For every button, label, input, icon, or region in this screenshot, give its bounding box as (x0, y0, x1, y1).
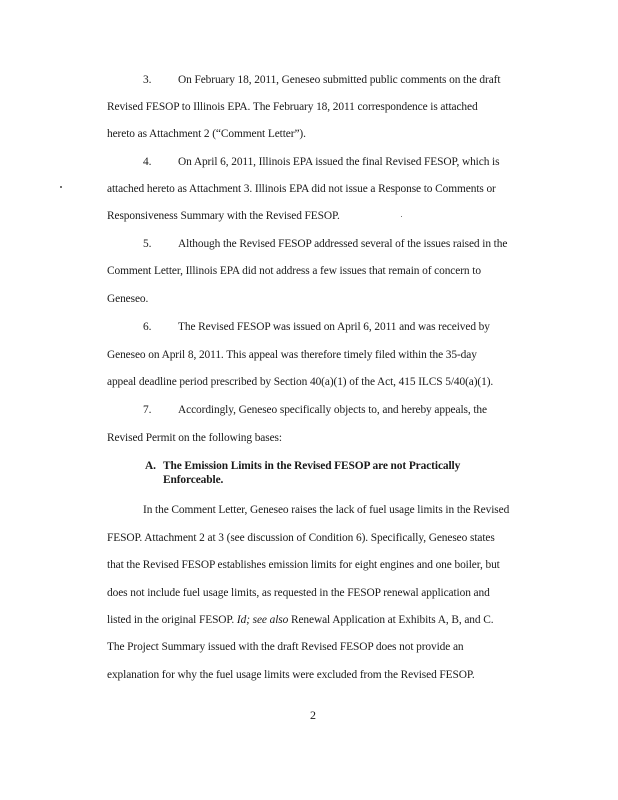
paragraph-7-number: 7. (143, 404, 152, 416)
body-line-5-pre: listed in the original FESOP. (107, 614, 235, 626)
body-line-2: FESOP. Attachment 2 at 3 (see discussion of Condition 6). Specifically, Geneseo states (107, 532, 495, 544)
margin-mark (60, 186, 62, 188)
paragraph-6-line-3: appeal deadline period prescribed by Section 40(a)(1) of the Act, 415 ILCS 5/40(a)(1). (107, 376, 494, 388)
body-line-5-post: Renewal Application at Exhibits A, B, and C. (290, 614, 494, 626)
paragraph-6-number: 6. (143, 321, 152, 333)
section-heading-label: A. (145, 460, 156, 472)
paragraph-5-line-2: Comment Letter, Illinois EPA did not address a few issues that remain of concern to (107, 265, 481, 277)
body-line-4: does not include fuel usage limits, as requested in the FESOP renewal application and (107, 587, 490, 599)
paragraph-7-line-2: Revised Permit on the following bases: (107, 432, 282, 444)
body-line-1: In the Comment Letter, Geneseo raises the lack of fuel usage limits in the Revised (143, 504, 510, 516)
paragraph-5-number: 5. (143, 238, 152, 250)
body-line-6: The Project Summary issued with the draft Revised FESOP does not provide an (107, 641, 464, 653)
paragraph-3-line-2: Revised FESOP to Illinois EPA. The February 18, 2011 correspondence is attached (107, 101, 478, 113)
body-line-5 (107, 613, 493, 627)
citation-italic: Id; see also (236, 614, 289, 626)
paragraph-4-number: 4. (143, 156, 152, 168)
paragraph-3-line-1: On February 18, 2011, Geneseo submitted public comments on the draft (178, 74, 501, 86)
paragraph-6-line-1: The Revised FESOP was issued on April 6, 2011 and was received by (178, 321, 490, 333)
page-number: 2 (310, 708, 316, 722)
body-line-3: that the Revised FESOP establishes emission limits for eight engines and one boiler, but (107, 559, 500, 571)
speck-mark (401, 216, 402, 217)
paragraph-4-line-3: Responsiveness Summary with the Revised FESOP. (107, 210, 340, 222)
paragraph-5-line-1: Although the Revised FESOP addressed several of the issues raised in the (178, 238, 508, 250)
paragraph-6-line-2: Geneseo on April 8, 2011. This appeal was therefore timely filed within the 35-day (107, 349, 477, 361)
paragraph-3-number: 3. (143, 74, 152, 86)
section-heading-line-2: Enforceable. (163, 474, 224, 486)
body-line-7: explanation for why the fuel usage limits were excluded from the Revised FESOP. (107, 669, 475, 681)
paragraph-5-line-3: Geneseo. (107, 293, 149, 305)
section-heading-line-1: The Emission Limits in the Revised FESOP are not Practically (163, 460, 461, 472)
paragraph-4-line-1: On April 6, 2011, Illinois EPA issued the final Revised FESOP, which is (178, 156, 500, 168)
paragraph-3-line-3: hereto as Attachment 2 (“Comment Letter”). (107, 128, 306, 140)
paragraph-4-line-2: attached hereto as Attachment 3. Illinois EPA did not issue a Response to Comments or (107, 183, 496, 195)
paragraph-7-line-1: Accordingly, Geneseo specifically objects to, and hereby appeals, the (178, 404, 487, 416)
